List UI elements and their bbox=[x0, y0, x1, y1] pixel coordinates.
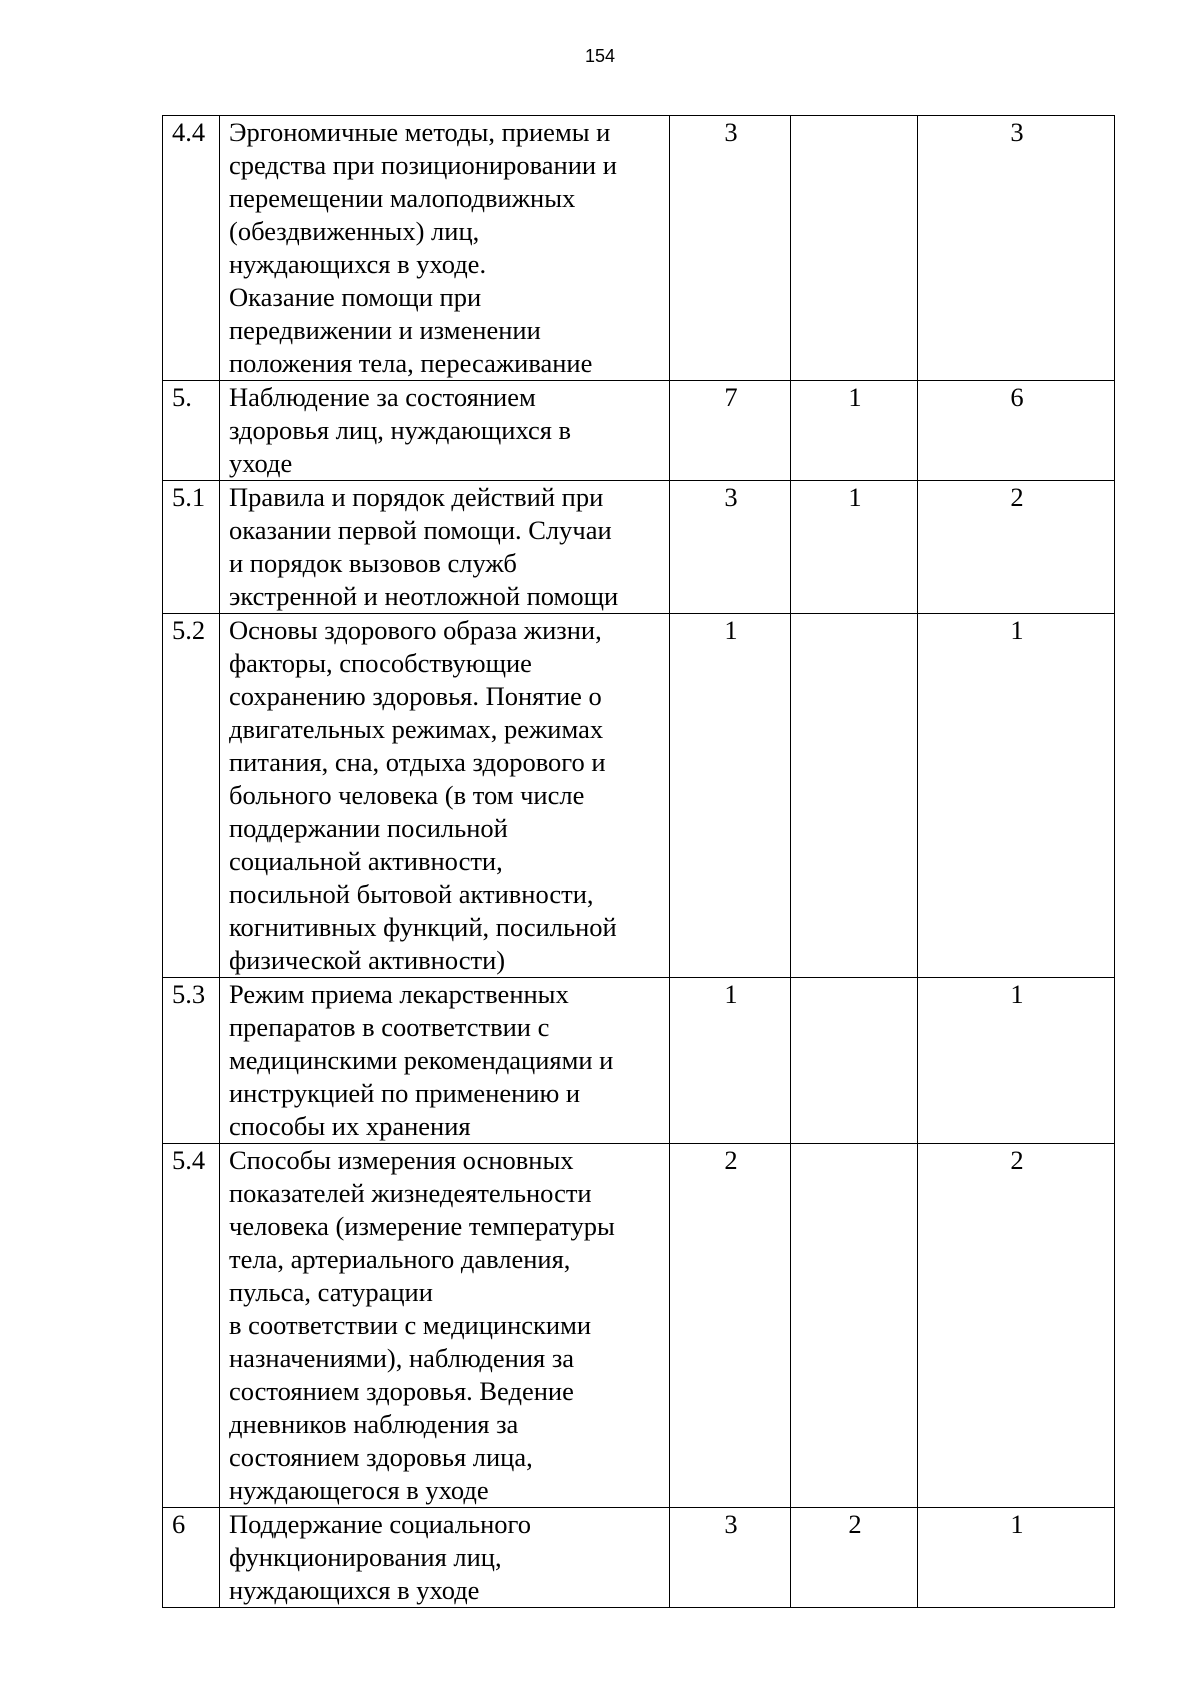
table-row bbox=[163, 116, 1115, 381]
row-number: 5.3 bbox=[163, 978, 220, 1144]
hours-practice: 1 bbox=[918, 1508, 1115, 1608]
table-row bbox=[163, 381, 1115, 481]
table-row bbox=[163, 978, 1115, 1144]
row-number: 5.2 bbox=[163, 614, 220, 978]
hours-total: 2 bbox=[670, 1144, 791, 1508]
table-row bbox=[163, 481, 1115, 614]
hours-theory: 1 bbox=[791, 381, 918, 481]
hours-total: 3 bbox=[670, 481, 791, 614]
hours-total: 7 bbox=[670, 381, 791, 481]
curriculum-table bbox=[162, 115, 1115, 1608]
hours-practice: 2 bbox=[918, 1144, 1115, 1508]
row-topic: Наблюдение за состоянием здоровья лиц, нуждающихся в уходе bbox=[220, 381, 670, 481]
hours-practice: 3 bbox=[918, 116, 1115, 381]
row-number: 5.1 bbox=[163, 481, 220, 614]
table-row bbox=[163, 1508, 1115, 1608]
page-number: 154 bbox=[584, 46, 616, 66]
row-topic: Эргономичные методы, приемы и средства при позиционировании и перемещении малоподвижных (обездвиженных) лиц, нуждающихся в уходе. Оказание помощи при передвижении и изменении положения тела, пересаживание bbox=[220, 116, 670, 381]
row-number: 5. bbox=[163, 381, 220, 481]
hours-total: 3 bbox=[670, 1508, 791, 1608]
row-number: 5.4 bbox=[163, 1144, 220, 1508]
row-topic: Правила и порядок действий при оказании первой помощи. Случаи и порядок вызовов служб экстренной и неотложной помощи bbox=[220, 481, 670, 614]
row-number: 4.4 bbox=[163, 116, 220, 381]
hours-practice: 6 bbox=[918, 381, 1115, 481]
hours-theory bbox=[791, 116, 918, 381]
hours-theory: 2 bbox=[791, 1508, 918, 1608]
row-topic: Поддержание социального функционирования лиц, нуждающихся в уходе bbox=[220, 1508, 670, 1608]
row-topic: Основы здорового образа жизни, факторы, способствующие сохранению здоровья. Понятие о двигательных режимах, режимах питания, сна, отдыха здорового и больного человека (в том числе поддержании посильной социальной активности, посильной бытовой активности, когнитивных функций, посильной физической активности) bbox=[220, 614, 670, 978]
table-row bbox=[163, 1144, 1115, 1508]
hours-theory bbox=[791, 978, 918, 1144]
hours-theory: 1 bbox=[791, 481, 918, 614]
row-number: 6 bbox=[163, 1508, 220, 1608]
hours-theory bbox=[791, 614, 918, 978]
hours-practice: 1 bbox=[918, 978, 1115, 1144]
hours-practice: 1 bbox=[918, 614, 1115, 978]
table-row bbox=[163, 614, 1115, 978]
row-topic: Режим приема лекарственных препаратов в соответствии с медицинскими рекомендациями и инструкцией по применению и способы их хранения bbox=[220, 978, 670, 1144]
hours-total: 3 bbox=[670, 116, 791, 381]
hours-total: 1 bbox=[670, 614, 791, 978]
row-topic: Способы измерения основных показателей жизнедеятельности человека (измерение температуры тела, артериального давления, пульса, сатурации в соответствии с медицинскими назначениями), наблюдения за состоянием здоровья. Ведение дневников наблюдения за состоянием здоровья лица, нуждающегося в уходе bbox=[220, 1144, 670, 1508]
hours-theory bbox=[791, 1144, 918, 1508]
hours-total: 1 bbox=[670, 978, 791, 1144]
hours-practice: 2 bbox=[918, 481, 1115, 614]
